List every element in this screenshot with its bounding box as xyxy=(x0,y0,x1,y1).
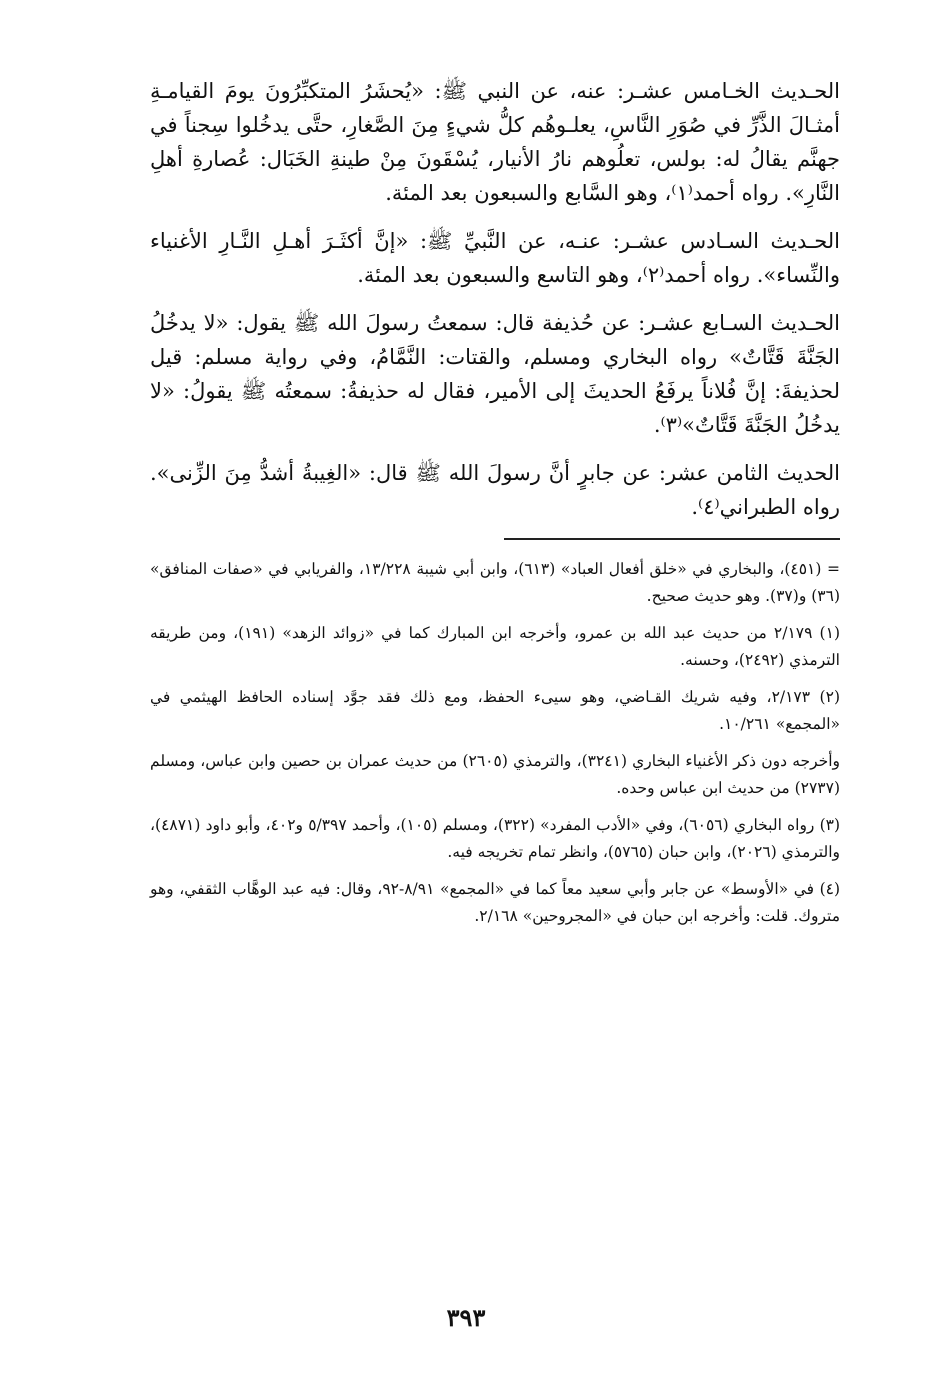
footnote-3: (٣) رواه البخاري (٦٠٥٦)، وفي «الأدب المفرد» (٣٢٢)، ومسلم (١٠٥)، وأحمد ٥/٣٩٧ و٤٠٢، وأبو داود (٤٨٧١)، والترمذي (٢٠٢٦)، وابن حبان (٥٧٦٥)، وانظر تمام تخريجه فيه. xyxy=(150,816,841,861)
main-text xyxy=(150,74,840,524)
page-body xyxy=(150,74,840,940)
footnote-divider xyxy=(504,538,840,540)
hadith-17-paragraph: الحـديث السـابع عشـر: عن حُذيفة قال: سمعتُ رسولَ الله ﷺ يقول: «لا يدخُلُ الجَنَّةَ قَتَّاتٌ» رواه البخاري ومسلم، والقتات: النَّمَّامُ، وفي رواية مسلم: قيل لحذيفةَ: إنَّ فُلاناً يرفَعُ الحديثَ إلى الأمير، فقال له حذيفةُ: سمعتُه ﷺ يقولُ: «لا يدخُلُ الجَنَّةَ قَتَّاتٌ»⁽٣⁾. xyxy=(150,311,840,437)
footnotes xyxy=(150,556,840,930)
footnote-2: (٢) ٢/١٧٣، وفيه شريك القـاضي، وهو سيىء الحفظ، ومع ذلك فقد جوَّد إسناده الحافظ الهيثمي في «المجمع» ١٠/٢٦١. xyxy=(150,688,840,733)
footnote-2-continued: وأخرجه دون ذكر الأغنياء البخاري (٣٢٤١)، والترمذي (٢٦٠٥) من حديث عمران بن حصين وابن عباس، ومسلم (٢٧٣٧) من حديث ابن عباس وحده. xyxy=(150,752,841,797)
footnote-1: (١) ٢/١٧٩ من حديث عبد الله بن عمرو، وأخرجه ابن المبارك كما في «زوائد الزهد» (١٩١)، ومن طريقه الترمذي (٢٤٩٢)، وحسنه. xyxy=(150,624,840,669)
page-number: ٣٩٣ xyxy=(446,1303,486,1332)
footnote-continuation: = (٤٥١)، والبخاري في «خلق أفعال العباد» (٦١٣)، وابن أبي شيبة ١٣/٢٢٨، والفريابي في «صفات المنافق» (٣٦) و(٣٧). وهو حديث صحيح. xyxy=(150,560,841,605)
hadith-15-paragraph: الحـديث الخـامس عشـر: عنه، عن النبي ﷺ: «يُحشَرُ المتكبِّرُونَ يومَ القيامـةِ أمثـالَ الذَّرِّ في صُوَرِ النَّاسِ، يعلـوهُم كلُّ شيءٍ مِنَ الصَّغارِ، حتَّى يدخُلوا سِجناً في جهنَّم يقالُ له: بولس، تعلُوهم نارُ الأنيار، يُسْقَونَ مِنْ طينةِ الخَبَال: عُصارةِ أهلِ النَّارِ». رواه أحمد⁽١⁾، وهو السَّابع والسبعون بعد المئة. xyxy=(150,79,840,205)
hadith-18-paragraph: الحديث الثامن عشر: عن جابرٍ أنَّ رسولَ الله ﷺ قال: «الغِيبةُ أشدُّ مِنَ الزِّنى». رواه الطبراني⁽٤⁾. xyxy=(150,461,840,519)
footnote-4: (٤) في «الأوسط» عن جابر وأبي سعيد معاً كما في «المجمع» ٨/٩١-٩٢، وقال: فيه عبد الوهَّاب الثقفي، وهو متروك. قلت: وأخرجه ابن حبان في «المجروحين» ٢/١٦٨. xyxy=(150,880,841,925)
hadith-16-paragraph: الحـديث السـادس عشـر: عنـه، عن النَّبيِّ ﷺ: «إنَّ أكثَـرَ أهـلِ النَّـارِ الأغنياء والنِّساء». رواه أحمد⁽٢⁾، وهو التاسع والسبعون بعد المئة. xyxy=(150,229,840,287)
